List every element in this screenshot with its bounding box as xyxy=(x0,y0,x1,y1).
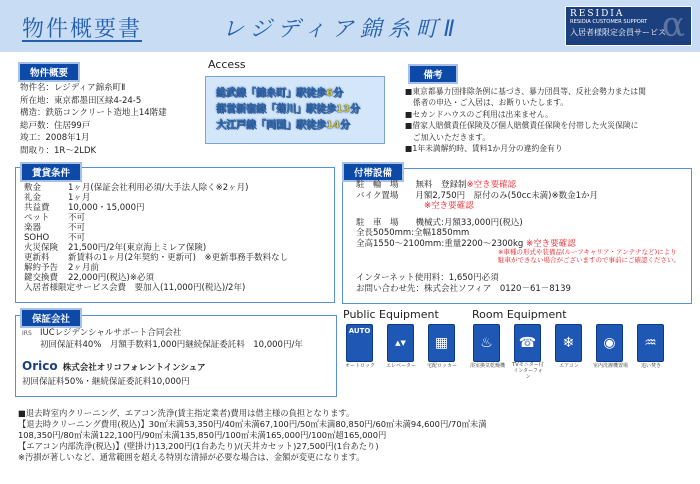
logo-sub: RESIDIA CUSTOMER SUPPORT xyxy=(570,19,648,25)
access-heading: Access xyxy=(208,58,246,71)
equipment-caption: オートロック xyxy=(345,363,375,369)
equipment-caption: TVモニター付インターフォン xyxy=(512,362,544,380)
equipment-caption: 浴室換気乾燥機 xyxy=(470,363,506,369)
footer-line: 108,350円/80㎡未満122,100円/90㎡未満135,850円/100㎡未満165,000円/100㎡超165,000円 xyxy=(18,430,387,440)
room-equipment-heading: Room Equipment xyxy=(472,308,567,321)
internet-fee: インターネット使用料：1,650円必須 xyxy=(356,273,499,283)
equipment-caption: 宅配ロッカー xyxy=(427,363,457,369)
access-route: 大江戸線「両国」駅徒歩14分 xyxy=(216,120,350,131)
alpha-mark: α xyxy=(662,6,685,45)
terms-row: 敷金 1ヶ月(保証会社利用必須/大手法人除く※2ヶ月) xyxy=(24,183,249,193)
notes-label: 備考 xyxy=(408,64,458,84)
notes-line: ■1年未満解約時、賃料1か月分の違約金有り xyxy=(405,144,563,154)
public-equipment-heading: Public Equipment xyxy=(343,308,439,321)
footer-line: ※汚損が著しいなど、通常範囲を超える特別な清掃が必要な場合は、金額が変更になります。 xyxy=(18,452,365,462)
equipment-caption: エレベーター xyxy=(385,363,416,369)
terms-row: 火災保険 21,500円/2年(東京海上ミレア保険) xyxy=(24,243,207,253)
guarantee-company-1-fee: 初回保証料40% 月額手数料1,000円継続保証委託料 10,000円/年 xyxy=(40,339,303,350)
summary-line: 構造：鉄筋コンクリート造地上14階建 xyxy=(20,108,167,118)
elevator-icon: ▲▼ xyxy=(387,324,414,362)
equipment-item xyxy=(470,324,504,380)
header-banner xyxy=(0,0,700,52)
notes-line: ご加入いただきます。 xyxy=(405,132,491,142)
access-route: 都営新宿線「菊川」駅徒歩13分 xyxy=(216,104,360,115)
notes-line: ■借家人賠償責任保険及び個人賠償責任保険を付帯した火災保険に xyxy=(405,121,639,131)
summary-line: 物件名：レジディア錦糸町Ⅱ xyxy=(20,83,126,93)
summary-line: 竣工：2008年1月 xyxy=(20,133,90,143)
access-box xyxy=(205,76,385,144)
terms-row: 更新料 新賃料の1ヶ月(2年契約・更新可) ※更新事務手数料なし xyxy=(24,253,289,263)
rental-terms-table xyxy=(24,183,288,294)
guarantee-company-2-fee: 初回保証料50%・継続保証委託料10,000円 xyxy=(22,377,190,387)
guarantee-company-1: IRS IUCレジデンシャルサポート合同会社 xyxy=(22,328,182,338)
car-note-1: ※車種の形式や装備品(ルーフキャリア・アンテナなど)により xyxy=(498,248,677,256)
terms-row: 解約予告 2ヶ月前 xyxy=(24,263,99,273)
property-name-title: レジディア錦糸町Ⅱ xyxy=(222,17,461,42)
aircon-icon: ❄ xyxy=(555,324,582,362)
irs-logo: IRS xyxy=(22,330,32,337)
footer-line: 【退去時クリーニング費用(税込)】30㎡未満53,350円/40㎡未満67,100円/50㎡未満80,850円/60㎡未満94,600円/70㎡未満 xyxy=(18,419,487,429)
notes-block xyxy=(405,86,646,154)
reheat-bath-icon: ♒ xyxy=(637,324,664,362)
car-size-1: 全長5050mm:全幅1850mm xyxy=(356,228,470,238)
public-equipment-icons xyxy=(343,324,459,369)
guarantee-label: 保証会社 xyxy=(20,308,82,328)
residia-logo xyxy=(565,6,692,46)
bike-storage: バイク置場 月額2,750円 原付のみ(50cc未満)※数金1か月 xyxy=(356,190,598,201)
footer-line: 【エアコン内部洗浄(税込)】(壁掛け)13,200円(1台あたり)/(天井カセット)27,500円(1台あたり) xyxy=(18,441,379,451)
summary-line: 間取り：1R～2LDK xyxy=(20,145,97,156)
terms-row: 鍵交換費 22,000円(税込)※必須 xyxy=(24,273,154,283)
equipment-caption: エアコン xyxy=(559,363,579,369)
orico-logo: Orico xyxy=(22,359,58,373)
room-equipment-icons xyxy=(470,324,668,380)
intercom-icon: ☎ xyxy=(514,324,541,362)
equipment-item xyxy=(634,324,668,380)
contact-info: お問い合わせ先：株式会社ソフィア 0120－61－8139 xyxy=(356,283,571,294)
car-note-2: 駐車ができない場合がございますので事前にご確認ください。 xyxy=(498,255,680,264)
summary-label: 物件概要 xyxy=(18,62,80,82)
equipment-item xyxy=(425,324,459,369)
rental-terms-label: 賃貸条件 xyxy=(20,162,82,182)
bike-storage-vacancy: ※空き要確認 xyxy=(424,201,474,211)
notes-line: 係者の申込・ご入居は、お断りいたします。 xyxy=(405,98,569,108)
facilities-block xyxy=(356,180,680,294)
car-size-2: 全高1550～2100mm:重量2200～2300kg ※空き要確認 xyxy=(356,238,576,249)
notes-line: ■東京都暴力団排除条例に基づき、暴力団員等、反社会勢力または関 xyxy=(405,87,646,96)
washer-icon: ◉ xyxy=(596,324,623,362)
guarantee-block xyxy=(22,328,303,388)
notes-line: ■セカンドハウスのご利用は出来ません。 xyxy=(405,109,553,119)
equipment-item xyxy=(343,324,377,369)
car-parking: 駐 車 場 機械式:月額33,000円(税込) xyxy=(356,217,523,228)
equipment-caption: 室内洗濯機置場 xyxy=(593,363,629,369)
summary-line: 総戸数：住居99戸 xyxy=(20,120,91,131)
equipment-item xyxy=(593,324,627,380)
equipment-item xyxy=(384,324,418,369)
footer-line: ■退去時室内クリーニング、エアコン洗浄(賃主指定業者)費用は借主様の負担となります。 xyxy=(18,408,355,418)
facilities-label: 付帯設備 xyxy=(342,162,404,182)
terms-row: SOHO 不可 xyxy=(24,233,86,243)
footer-notes xyxy=(18,408,487,463)
equipment-item xyxy=(552,324,586,380)
equipment-caption: 追い焚き xyxy=(640,363,661,369)
terms-row: ペット 不可 xyxy=(24,213,86,223)
logo-brand: RESIDIA xyxy=(570,9,625,19)
equipment-item xyxy=(511,324,545,380)
document-title: 物件概要書 xyxy=(22,17,143,42)
terms-row: 共益費 10,000・15,000円 xyxy=(24,203,145,213)
delivery-locker-icon: ▦ xyxy=(428,324,455,362)
terms-row: 礼金 1ヶ月 xyxy=(24,193,91,203)
summary-block xyxy=(20,82,167,157)
terms-row: 楽器 不可 xyxy=(24,223,86,233)
access-route: 総武線「錦糸町」駅徒歩6分 xyxy=(216,88,343,99)
autolock-icon: AUTO xyxy=(346,324,373,362)
guarantee-company-2: Orico 株式会社オリコフォレントインシュア xyxy=(22,359,206,373)
member-service-fee: 入居者様限定サービス会費 要加入(11,000円(税込)/2年) xyxy=(24,283,246,293)
summary-line: 所在地：東京都墨田区緑4-24-5 xyxy=(20,95,142,106)
logo-service: 入居者様限定会員サービス xyxy=(570,28,666,37)
bath-dryer-icon: ♨ xyxy=(473,324,500,362)
bike-parking: 駐 輪 場 無料 登録制※空き要確認 xyxy=(356,180,517,190)
